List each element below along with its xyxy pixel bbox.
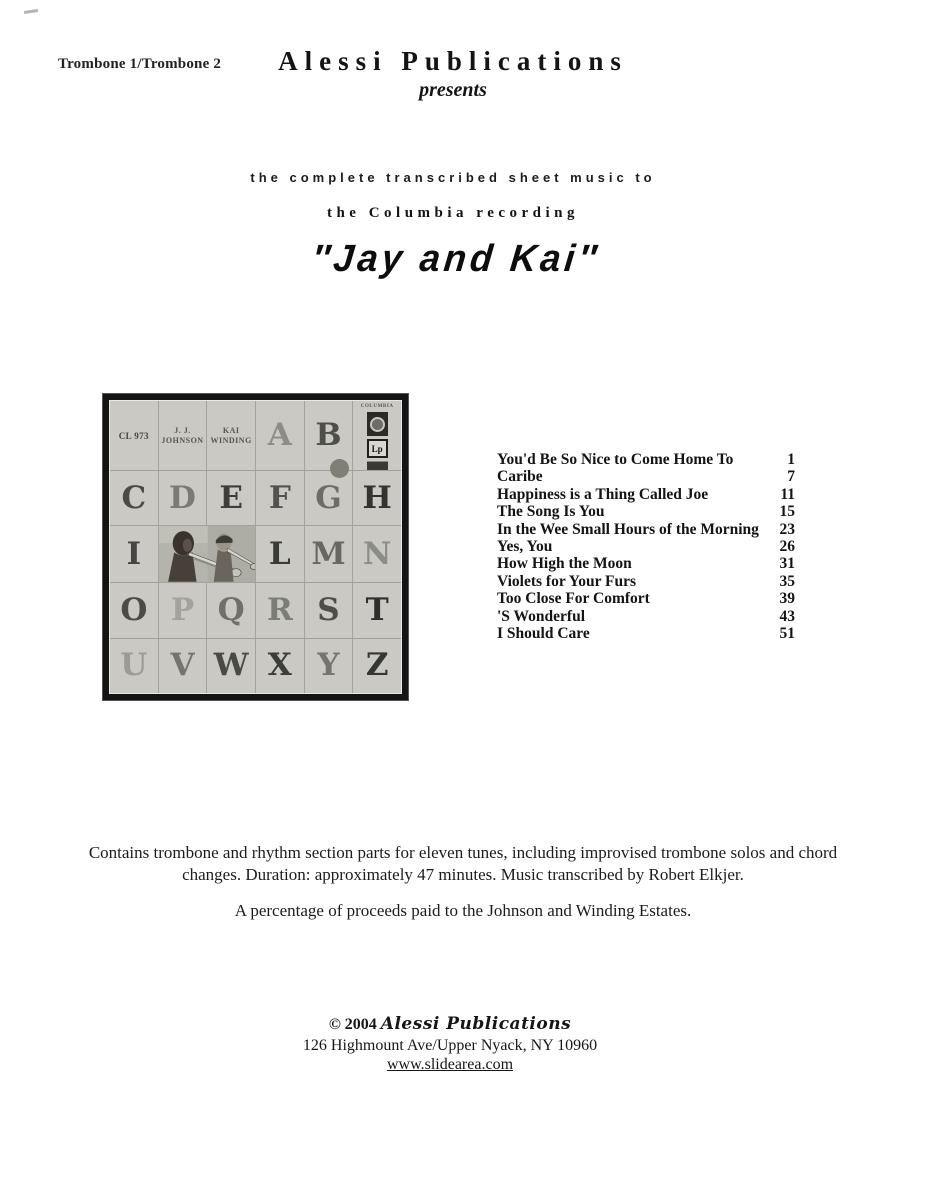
publisher-script-name: Alessi Publications [380, 1014, 572, 1034]
website-link[interactable]: www.slidearea.com [386, 1056, 514, 1073]
part-label: Trombone 1/Trombone 2 [58, 56, 222, 72]
album-cover [103, 394, 408, 700]
track-row [497, 590, 795, 607]
columbia-logo-strip [353, 401, 401, 470]
letter-cell-r: R [256, 583, 304, 637]
artist-jj-johnson-cell [159, 401, 207, 470]
album-title: ″Jay and Kai″ [310, 238, 603, 280]
letter-cell-y: Y [305, 639, 353, 693]
publisher-title: Alessi Publications [278, 46, 628, 76]
letter-cell-t: T [353, 583, 401, 637]
header-block [0, 46, 906, 102]
letter-cell-f: F [256, 471, 304, 525]
subtitle-transcribed: the complete transcribed sheet music to [250, 170, 656, 185]
track-row [497, 538, 795, 555]
website-line [0, 1056, 900, 1074]
track-page-number: 7 [787, 468, 795, 486]
artist1-line1: J. J. [174, 425, 191, 435]
proceeds-note: A percentage of proceeds paid to the Johnson and Winding Estates. [234, 901, 692, 920]
columbia-eye-logo [367, 412, 388, 436]
track-title: Caribe [497, 468, 543, 486]
subtitle-columbia: the Columbia recording [326, 205, 580, 221]
track-row [497, 486, 795, 503]
track-page-number: 1 [787, 451, 795, 468]
letter-cell-b: B [305, 401, 353, 470]
artist2-line2: WINDING [210, 435, 252, 445]
track-title: Violets for Your Furs [497, 572, 637, 590]
track-title: Happiness is a Thing Called Joe [497, 485, 709, 503]
letter-cell-w: W [207, 639, 255, 693]
catalog-number-cell [110, 401, 158, 470]
presents-label: presents [419, 79, 487, 101]
track-row [497, 468, 795, 485]
hi-fi-bar [367, 461, 388, 470]
letter-cell-h: H [353, 471, 401, 525]
letter-cell-p: P [159, 583, 207, 637]
track-page-number: 31 [779, 555, 795, 573]
track-page-number: 15 [779, 503, 795, 521]
track-list [497, 451, 795, 642]
artist-kai-winding-cell [207, 401, 255, 470]
letter-cell-c: C [110, 471, 158, 525]
footer-block [0, 1014, 900, 1074]
track-title: How High the Moon [497, 555, 632, 573]
letter-cell-u: U [110, 639, 158, 693]
letter-cell-n: N [353, 526, 401, 582]
track-row [497, 451, 795, 468]
trombonists-photo-graphic [159, 526, 255, 582]
track-row [497, 608, 795, 625]
track-title: 'S Wonderful [497, 607, 586, 625]
letter-cell-q: Q [207, 583, 255, 637]
letter-cell-o: O [110, 583, 158, 637]
track-page-number: 39 [779, 590, 795, 608]
track-row [497, 625, 795, 642]
track-row [497, 555, 795, 572]
track-title: The Song Is You [497, 503, 605, 521]
track-row [497, 521, 795, 538]
contents-description: Contains trombone and rhythm section parts for eleven tunes, including improvised trombone solos and chord changes. Duration: approximately 47 minutes. Music transcribed by Robert Elkjer. [88, 843, 838, 884]
letter-cell-s: S [305, 583, 353, 637]
track-title: You'd Be So Nice to Come Home To [497, 451, 734, 468]
track-title: In the Wee Small Hours of the Morning [497, 520, 759, 538]
track-page-number: 11 [780, 485, 795, 503]
letter-cell-z: Z [353, 639, 401, 693]
artist2-line1: KAI [222, 425, 240, 435]
scan-artifact [24, 9, 38, 14]
copyright-line [0, 1014, 900, 1034]
track-row [497, 573, 795, 590]
letter-cell-g: G [305, 471, 353, 525]
letter-cell-x: X [256, 639, 304, 693]
track-page-number: 35 [779, 572, 795, 590]
copyright-prefix: © 2004 [328, 1016, 381, 1033]
publisher-address: 126 Highmount Ave/Upper Nyack, NY 10960 [302, 1037, 598, 1054]
track-title: I Should Care [497, 625, 590, 643]
letter-cell-d: D [159, 471, 207, 525]
track-page-number: 26 [779, 538, 795, 556]
album-cover-grid [109, 400, 402, 694]
track-page-number: 23 [779, 520, 795, 538]
track-row [497, 503, 795, 520]
track-title: Yes, You [497, 538, 553, 556]
letter-cell-m: M [305, 526, 353, 582]
letter-cell-l: L [256, 526, 304, 582]
columbia-label-name: COLUMBIA [360, 404, 394, 409]
letter-cell-i: I [110, 526, 158, 582]
letter-cell-e: E [207, 471, 255, 525]
album-photo-jj-and-kai [159, 526, 255, 582]
track-page-number: 51 [779, 625, 795, 643]
track-title: Too Close For Comfort [497, 590, 650, 608]
track-page-number: 43 [779, 607, 795, 625]
letter-cell-a: A [256, 401, 304, 470]
artist1-line2: JOHNSON [161, 435, 204, 445]
lp-badge: Lp [367, 439, 388, 458]
letter-cell-v: V [159, 639, 207, 693]
catalog-number: CL 973 [118, 430, 149, 441]
